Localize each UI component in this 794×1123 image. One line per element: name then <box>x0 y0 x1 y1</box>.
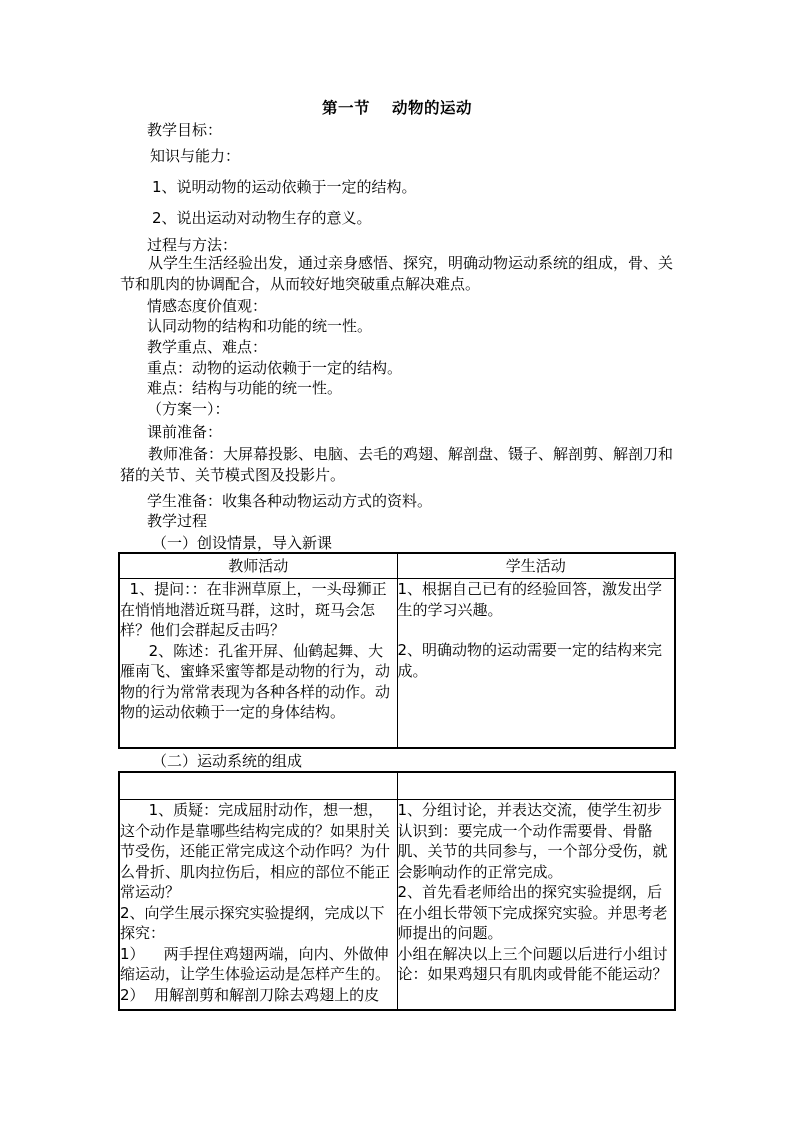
student-prep: 学生准备：收集各种动物运动方式的资料。 <box>147 492 433 510</box>
teacher-activity-text: 1、提问：：在非洲草原上，一头母狮正在悄悄地潜近斑马群，这时，斑马会怎样？他们会群起反击吗？ 2、陈述：孔雀开屏、仙鹤起舞、大雁南飞、蜜蜂采蜜等都是动物的行为，动物的行为常常表现为各种各样的动作。动物的运动依赖于一定的身体结构。 <box>120 580 391 721</box>
plan-label: （方案一）： <box>147 400 230 418</box>
student-activity-text-1: 1、根据自己已有的经验回答，激发出学生的学习兴趣。 <box>397 580 663 619</box>
section-name: 动物的运动 <box>392 99 473 117</box>
section2-heading: （二）运动系统的组成 <box>152 752 303 770</box>
teacher-prep: 教师准备：大屏幕投影、电脑、去毛的鸡翅、解剖盘、镊子、解剖剪、解剖刀和猪的关节、关节模式图及投影片。 <box>120 445 674 484</box>
process-text: 从学生生活经验出发，通过亲身感悟、探究，明确动物运动系统的组成，骨、关节和肌肉的协调配合，从而较好地突破重点解决难点。 <box>120 254 674 293</box>
col-header-teacher: 教师活动 <box>119 553 397 579</box>
table-row <box>119 579 675 749</box>
knowledge-heading: 知识与能力： <box>150 147 241 165</box>
process-title: 教学过程 <box>147 512 208 530</box>
objective-item-1: 1、说明动物的运动依赖于一定的结构。 <box>152 178 417 196</box>
process-heading: 过程与方法： <box>147 236 238 254</box>
focus-key: 重点：动物的运动依赖于一定的结构。 <box>147 359 403 377</box>
teacher-activity-cell <box>119 579 397 749</box>
section1-heading: （一）创设情景，导入新课 <box>152 534 333 552</box>
student-activity-cell-2 <box>397 800 675 1011</box>
page-title <box>0 96 794 118</box>
section1-table <box>118 552 676 749</box>
section-number: 第一节 <box>321 99 370 117</box>
objectives-heading: 教学目标： <box>147 121 223 139</box>
student-activity-cell <box>397 579 675 749</box>
empty-cell-left <box>119 772 397 800</box>
focus-heading: 教学重点、难点： <box>147 338 268 356</box>
focus-difficulty: 难点：结构与功能的统一性。 <box>147 379 343 397</box>
emotion-text: 认同动物的结构和功能的统一性。 <box>147 317 373 335</box>
table-empty-row <box>119 772 675 800</box>
empty-cell-right <box>397 772 675 800</box>
teacher-activity-cell-2 <box>119 800 397 1011</box>
student-activity-text-3: 1、分组讨论，并表达交流，使学生初步认识到：要完成一个动作需要骨、骨骼肌、关节的共同参与，一个部分受伤，就会影响动作的正常完成。 2、首先看老师给出的探究实验提纲，后在小组长带领下完成探究实验。并思考老师提出的问题。 小组在解决以上三个问题以后进行小组讨论：如果鸡翅只有肌肉或骨能不能运动？ <box>397 801 668 983</box>
emotion-heading: 情感态度价值观： <box>147 297 268 315</box>
teacher-activity-text-2: 1、质疑：完成屈肘动作，想一想，这个动作是靠哪些结构完成的？如果肘关节受伤，还能正常完成这个动作吗？为什么骨折、肌肉拉伤后，相应的部位不能正常运动？ 2、向学生展示探究实验提纲，完成以下探究： 1） 两手捏住鸡翅两端，向内、外做伸缩运动，让学生体验运动是怎样产生的。 2） 用解剖剪和解剖刀除去鸡翅上的皮 <box>120 801 391 1004</box>
section2-table <box>118 771 676 1011</box>
prep-heading: 课前准备： <box>147 423 223 441</box>
objective-item-2: 2、说出运动对动物生存的意义。 <box>152 209 372 227</box>
table-header-row <box>119 553 675 579</box>
table-row <box>119 800 675 1011</box>
col-header-student: 学生活动 <box>397 553 675 579</box>
student-activity-text-2: 2、明确动物的运动需要一定的结构来完成。 <box>397 641 663 680</box>
